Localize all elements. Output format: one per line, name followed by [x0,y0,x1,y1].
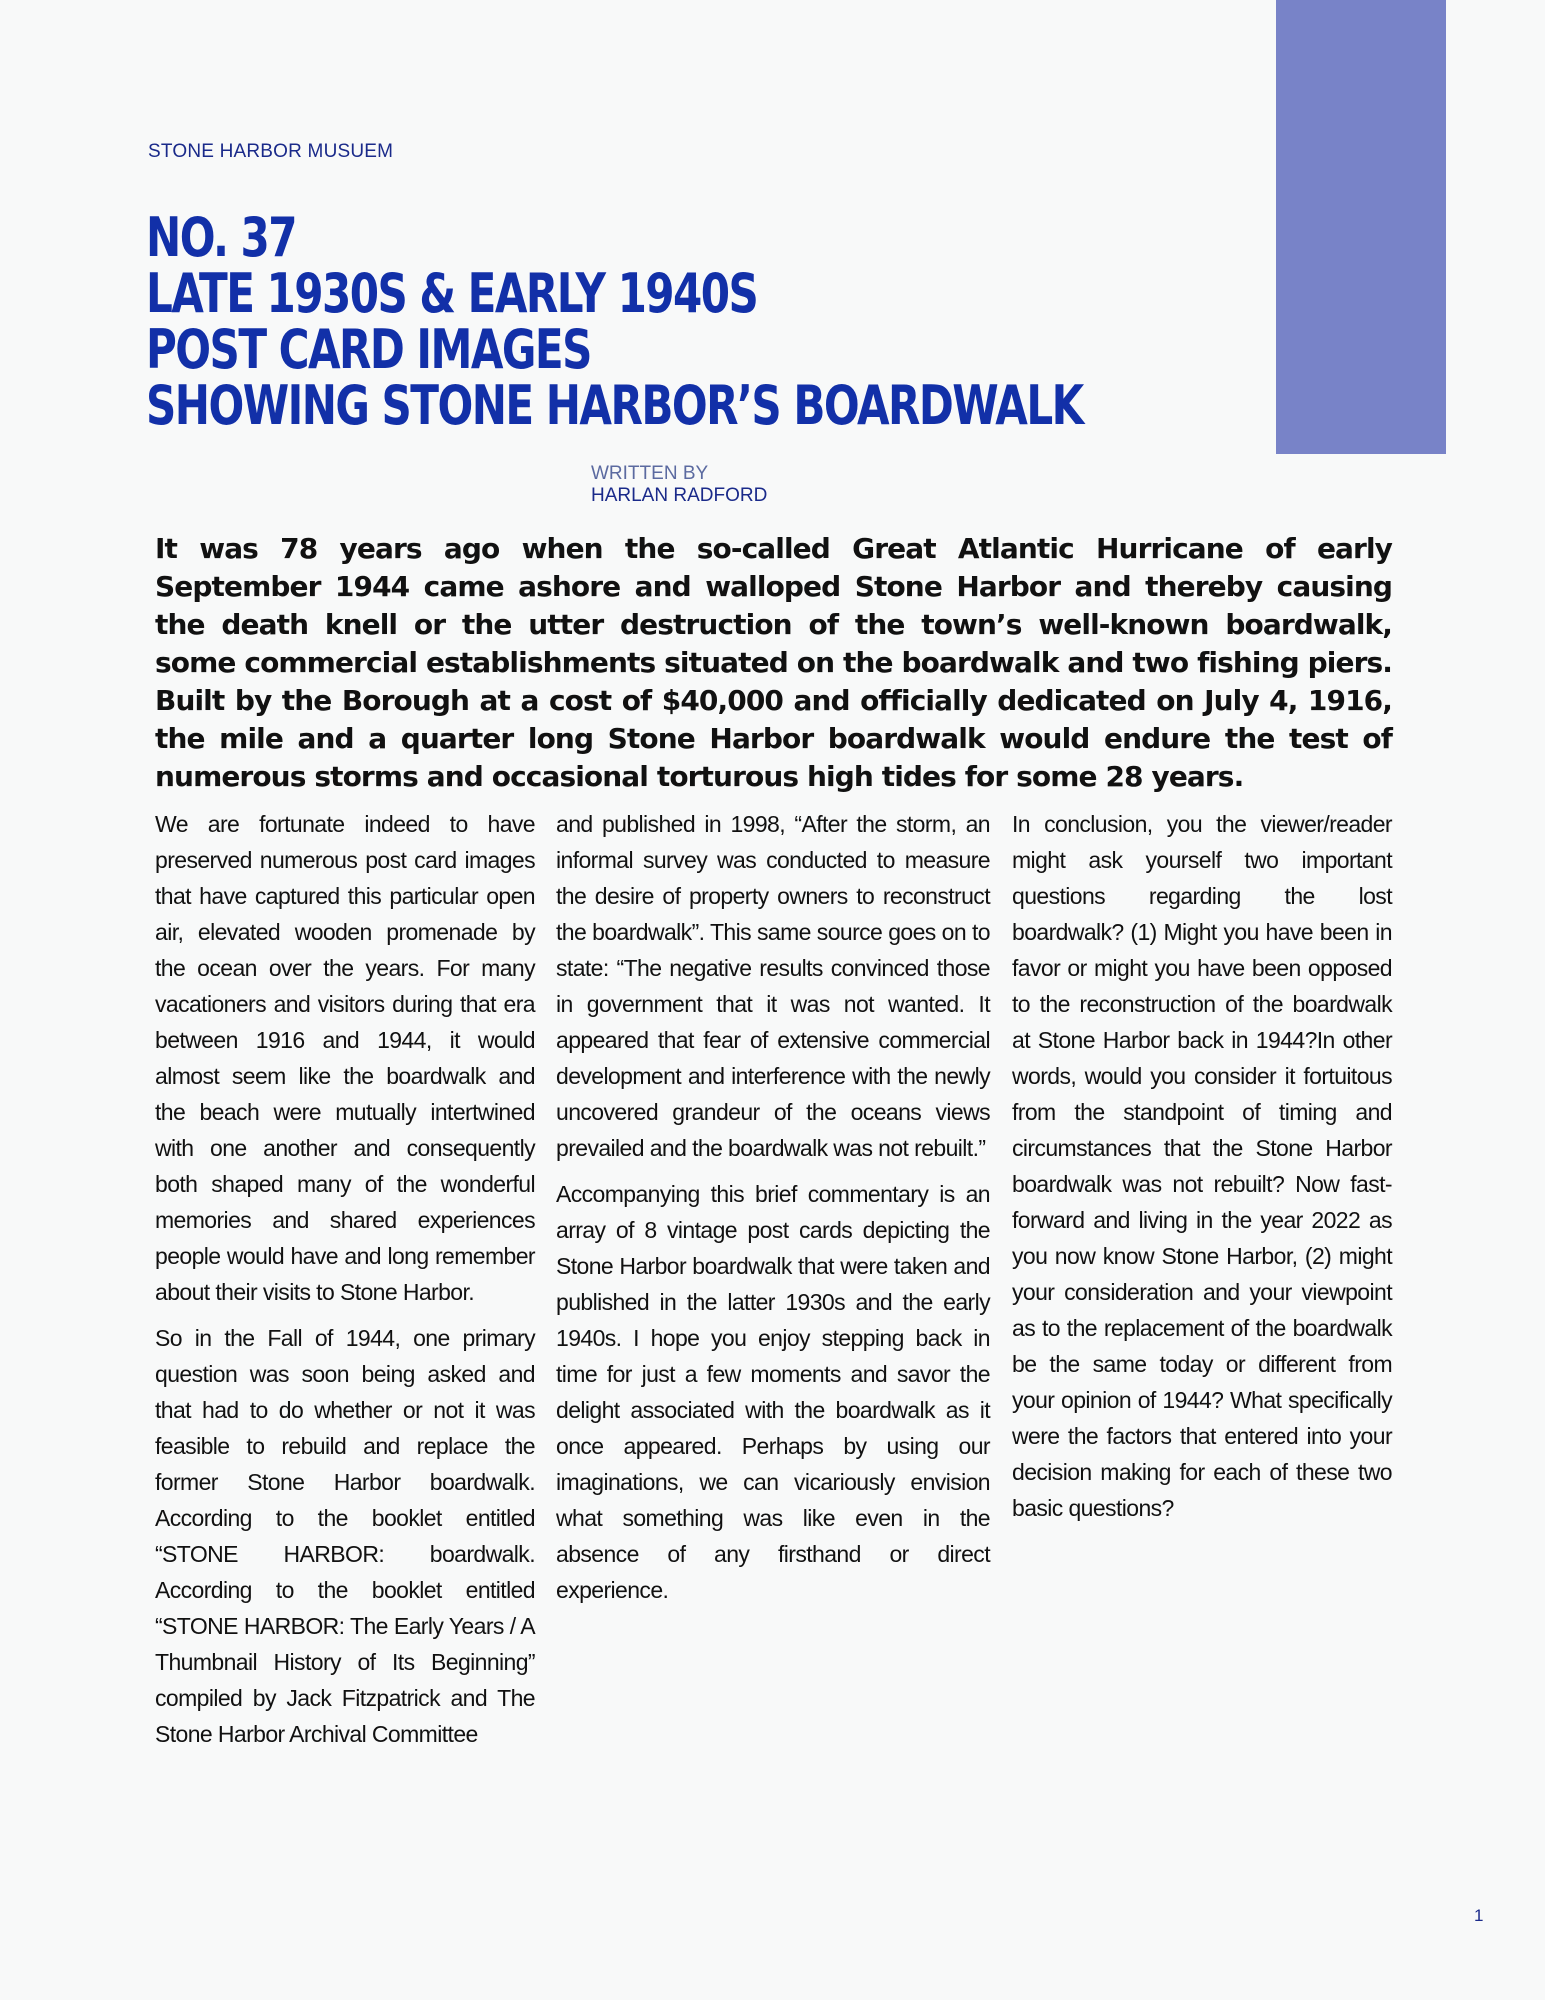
text-column-3 [1012,806,1392,1536]
written-by-label: WRITTEN BY [591,463,709,484]
byline [591,463,767,507]
paragraph: Accompanying this brief commentary is an array of 8 vintage post cards depicting the Stone Harbor boardwalk that were taken and published in the latter 1930s and the early 1940s. I hope you enjoy stepping back in time for just a few moments and savor the delight associated with the boardwalk as it once appeared. Perhaps by using our imaginations, we can vicariously envision what something was like even in the absence of any firsthand or direct experience. [556,1181,990,1603]
title-line: POST CARD IMAGES [146,318,591,381]
paragraph: So in the Fall of 1944, one primary question was soon being asked and that had to do whether or not it was feasible to rebuild and replace the former Stone Harbor boardwalk. According to the booklet entitled “STONE HARBOR: boardwalk. According to the booklet entitled “STONE HARBOR: The Early Years / A Thumbnail History of Its Beginning” compiled by Jack Fitzpatrick and The Stone Harbor Archival Committee [155,1325,535,1747]
title-line: SHOWING STONE HARBOR’S BOARDWALK [146,374,1083,437]
text-column-2 [556,806,990,1618]
paragraph: We are fortunate indeed to have preserved numerous post card images that have captured this particular open air, elevated wooden promenade by the ocean over the years. For many vacationers and visitors during that era between 1916 and 1944, it would almost seem like the boardwalk and the beach were mutually intertwined with one another and consequently both shaped many of the wonderful memories and shared experiences people would have and long remember about their visits to Stone Harbor. [155,811,535,1305]
title-line: LATE 1930S & EARLY 1940S [146,262,758,325]
page-title [146,206,1347,437]
lead-paragraph: It was 78 years ago when the so-called Great Atlantic Hurricane of early September 1944 came ashore and walloped Stone Harbor and thereby causing the death knell or the utter destruction of the town’s well-known boardwalk, some commercial establishments situated on the boardwalk and two fishing piers. Built by the Borough at a cost of $40,000 and officially dedicated on July 4, 1916, the mile and a quarter long Stone Harbor boardwalk would endure the test of numerous storms and occasional torturous high tides for some 28 years. [155,532,1392,793]
museum-name: STONE HARBOR MUSUEM [148,141,394,162]
author-name: HARLAN RADFORD [591,485,768,506]
text-column-1 [155,806,535,1762]
title-line: NO. 37 [146,206,297,269]
paragraph: In conclusion, you the viewer/reader might ask yourself two important questions regarding the lost boardwalk? (1) Might you have been in favor or might you have been opposed to the reconstruction of the boardwalk at Stone Harbor back in 1944?In other words, would you consider it fortuitous from the standpoint of timing and circumstances that the Stone Harbor boardwalk was not rebuilt? Now fast-forward and living in the year 2022 as you now know Stone Harbor, (2) might your consideration and your viewpoint as to the replacement of the boardwalk be the same today or different from your opinion of 1944? What specifically were the factors that entered into your decision making for each of these two basic questions? [1012,811,1392,1521]
page-number: 1 [1474,1906,1484,1925]
paragraph: and published in 1998, “After the storm, an informal survey was conducted to measure the desire of property owners to reconstruct the boardwalk”. This same source goes on to state: “The negative results convinced those in government that it was not wanted. It appeared that fear of extensive commercial development and interference with the newly uncovered grandeur of the oceans views prevailed and the boardwalk was not rebuilt.” [556,811,990,1161]
